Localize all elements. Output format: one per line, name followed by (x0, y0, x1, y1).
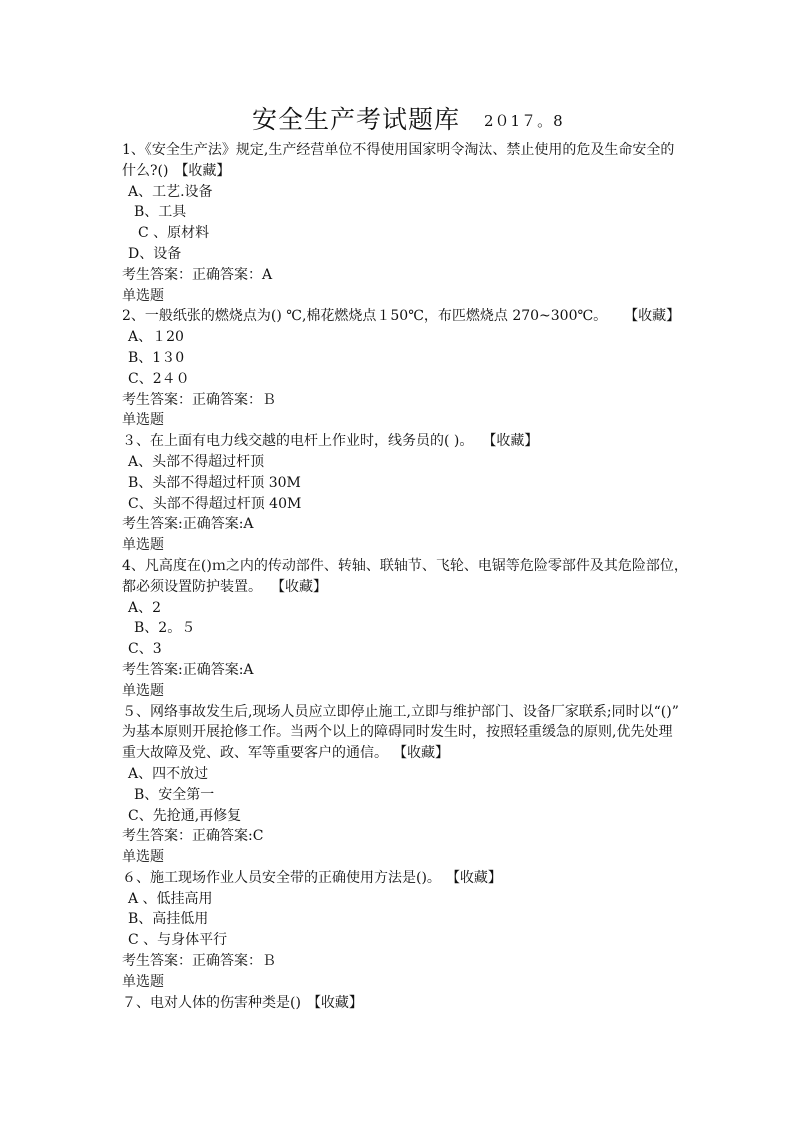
favorite-link[interactable]: 【收藏】 (306, 994, 363, 1011)
question-5 (122, 702, 682, 868)
answer-line: 考生答案：正确答案：Ｂ (122, 391, 276, 408)
question-stem-text: 2、一般纸张的燃烧点为() ℃,棉花燃烧点１50℃，布匹燃烧点 270~300℃。 (122, 308, 608, 325)
question-stem: 4、凡高度在()ｍ之内的传动部件、转轴、联轴节、飞轮、电锯等危险零部件及其危险部位， (122, 557, 688, 574)
question-stem-continued (122, 743, 682, 764)
favorite-link[interactable]: 【收藏】 (452, 869, 502, 886)
option-a: A、四不放过 (128, 765, 209, 782)
question-3 (122, 431, 682, 556)
favorite-link[interactable]: 【收藏】 (631, 308, 681, 325)
question-type: 单选题 (122, 973, 164, 990)
question-stem: 1、《安全生产法》规定,生产经营单位不得使用国家明令淘汰、禁止使用的危及生命安全的 (122, 142, 675, 158)
question-stem-text: ７、电对人体的伤害种类是() (122, 994, 301, 1011)
answer-line: 考生答案:正确答案:A (122, 661, 254, 678)
option-a: A 、低挂高用 (128, 890, 213, 907)
question-type: 单选题 (122, 287, 164, 304)
option-a: A、工艺.设备 (128, 183, 213, 200)
option-d: D、设备 (128, 245, 182, 262)
question-1 (122, 140, 682, 306)
question-type: 单选题 (122, 537, 164, 554)
option-b: B、2。５ (134, 620, 196, 637)
option-c: C、2４０ (128, 370, 190, 387)
question-stem-text: 重大故障及党、政、军等重要客户的通信。 (122, 745, 388, 762)
question-stem (122, 431, 682, 452)
question-stem-continued: 为基本原则开展抢修工作。当两个以上的障碍同时发生时，按照轻重缓急的原则,优先处理 (122, 724, 673, 741)
option-c: C 、原材料 (138, 225, 210, 242)
question-stem-text: ３、在上面有电力线交越的电杆上作业时，线务员的( )。 (122, 433, 474, 450)
favorite-link[interactable]: 【收藏】 (174, 162, 231, 179)
question-stem-continued (122, 577, 682, 598)
question-stem (122, 868, 682, 889)
title-row (0, 100, 800, 134)
favorite-link[interactable]: 【收藏】 (278, 578, 327, 595)
answer-line: 考生答案：正确答案：Ｂ (122, 953, 276, 970)
question-stem-continued (122, 161, 682, 182)
favorite-link[interactable]: 【收藏】 (489, 433, 539, 450)
option-c: C、3 (128, 641, 162, 658)
option-a: A、１20 (128, 329, 184, 346)
question-stem-text: ６、施工现场作业人员安全带的正确使用方法是()。 (122, 869, 441, 886)
question-stem-text: 都必须设置防护装置。 (122, 578, 262, 595)
option-c: C、头部不得超过杆顶 40M (128, 495, 302, 512)
option-a: A、2 (128, 599, 162, 616)
question-2 (122, 306, 682, 431)
option-b: B、安全第一 (134, 786, 215, 803)
question-stem (122, 993, 682, 1014)
option-b: B、高挂低用 (128, 911, 209, 928)
favorite-link[interactable]: 【收藏】 (400, 745, 449, 762)
question-4 (122, 556, 688, 702)
option-b: B、1３0 (128, 349, 185, 366)
question-type: 单选题 (122, 682, 164, 699)
option-c: C、先抢通,再修复 (128, 807, 242, 824)
question-6 (122, 868, 682, 993)
option-b: B、工具 (134, 204, 187, 221)
question-stem-text: 什么?() (122, 162, 169, 179)
answer-line: 考生答案：正确答案:C (122, 828, 264, 845)
answer-line: 考生答案：正确答案：A (122, 266, 273, 283)
page-title: 安全生产考试题库 (252, 105, 461, 134)
question-list (122, 140, 688, 1013)
question-stem (122, 306, 682, 327)
question-type: 单选题 (122, 412, 164, 429)
answer-line: 考生答案:正确答案:A (122, 516, 254, 533)
option-a: A、头部不得超过杆顶 (128, 453, 265, 470)
question-type: 单选题 (122, 849, 164, 866)
option-c: C 、与身体平行 (128, 932, 228, 949)
question-7 (122, 993, 682, 1014)
question-stem: ５、网络事故发生后,现场人员应立即停止施工,立即与维护部门、设备厂家联系;同时以“()” (122, 703, 679, 720)
option-b: B、头部不得超过杆顶 30M (128, 474, 301, 491)
document-date: 2０1７。8 (484, 112, 564, 130)
